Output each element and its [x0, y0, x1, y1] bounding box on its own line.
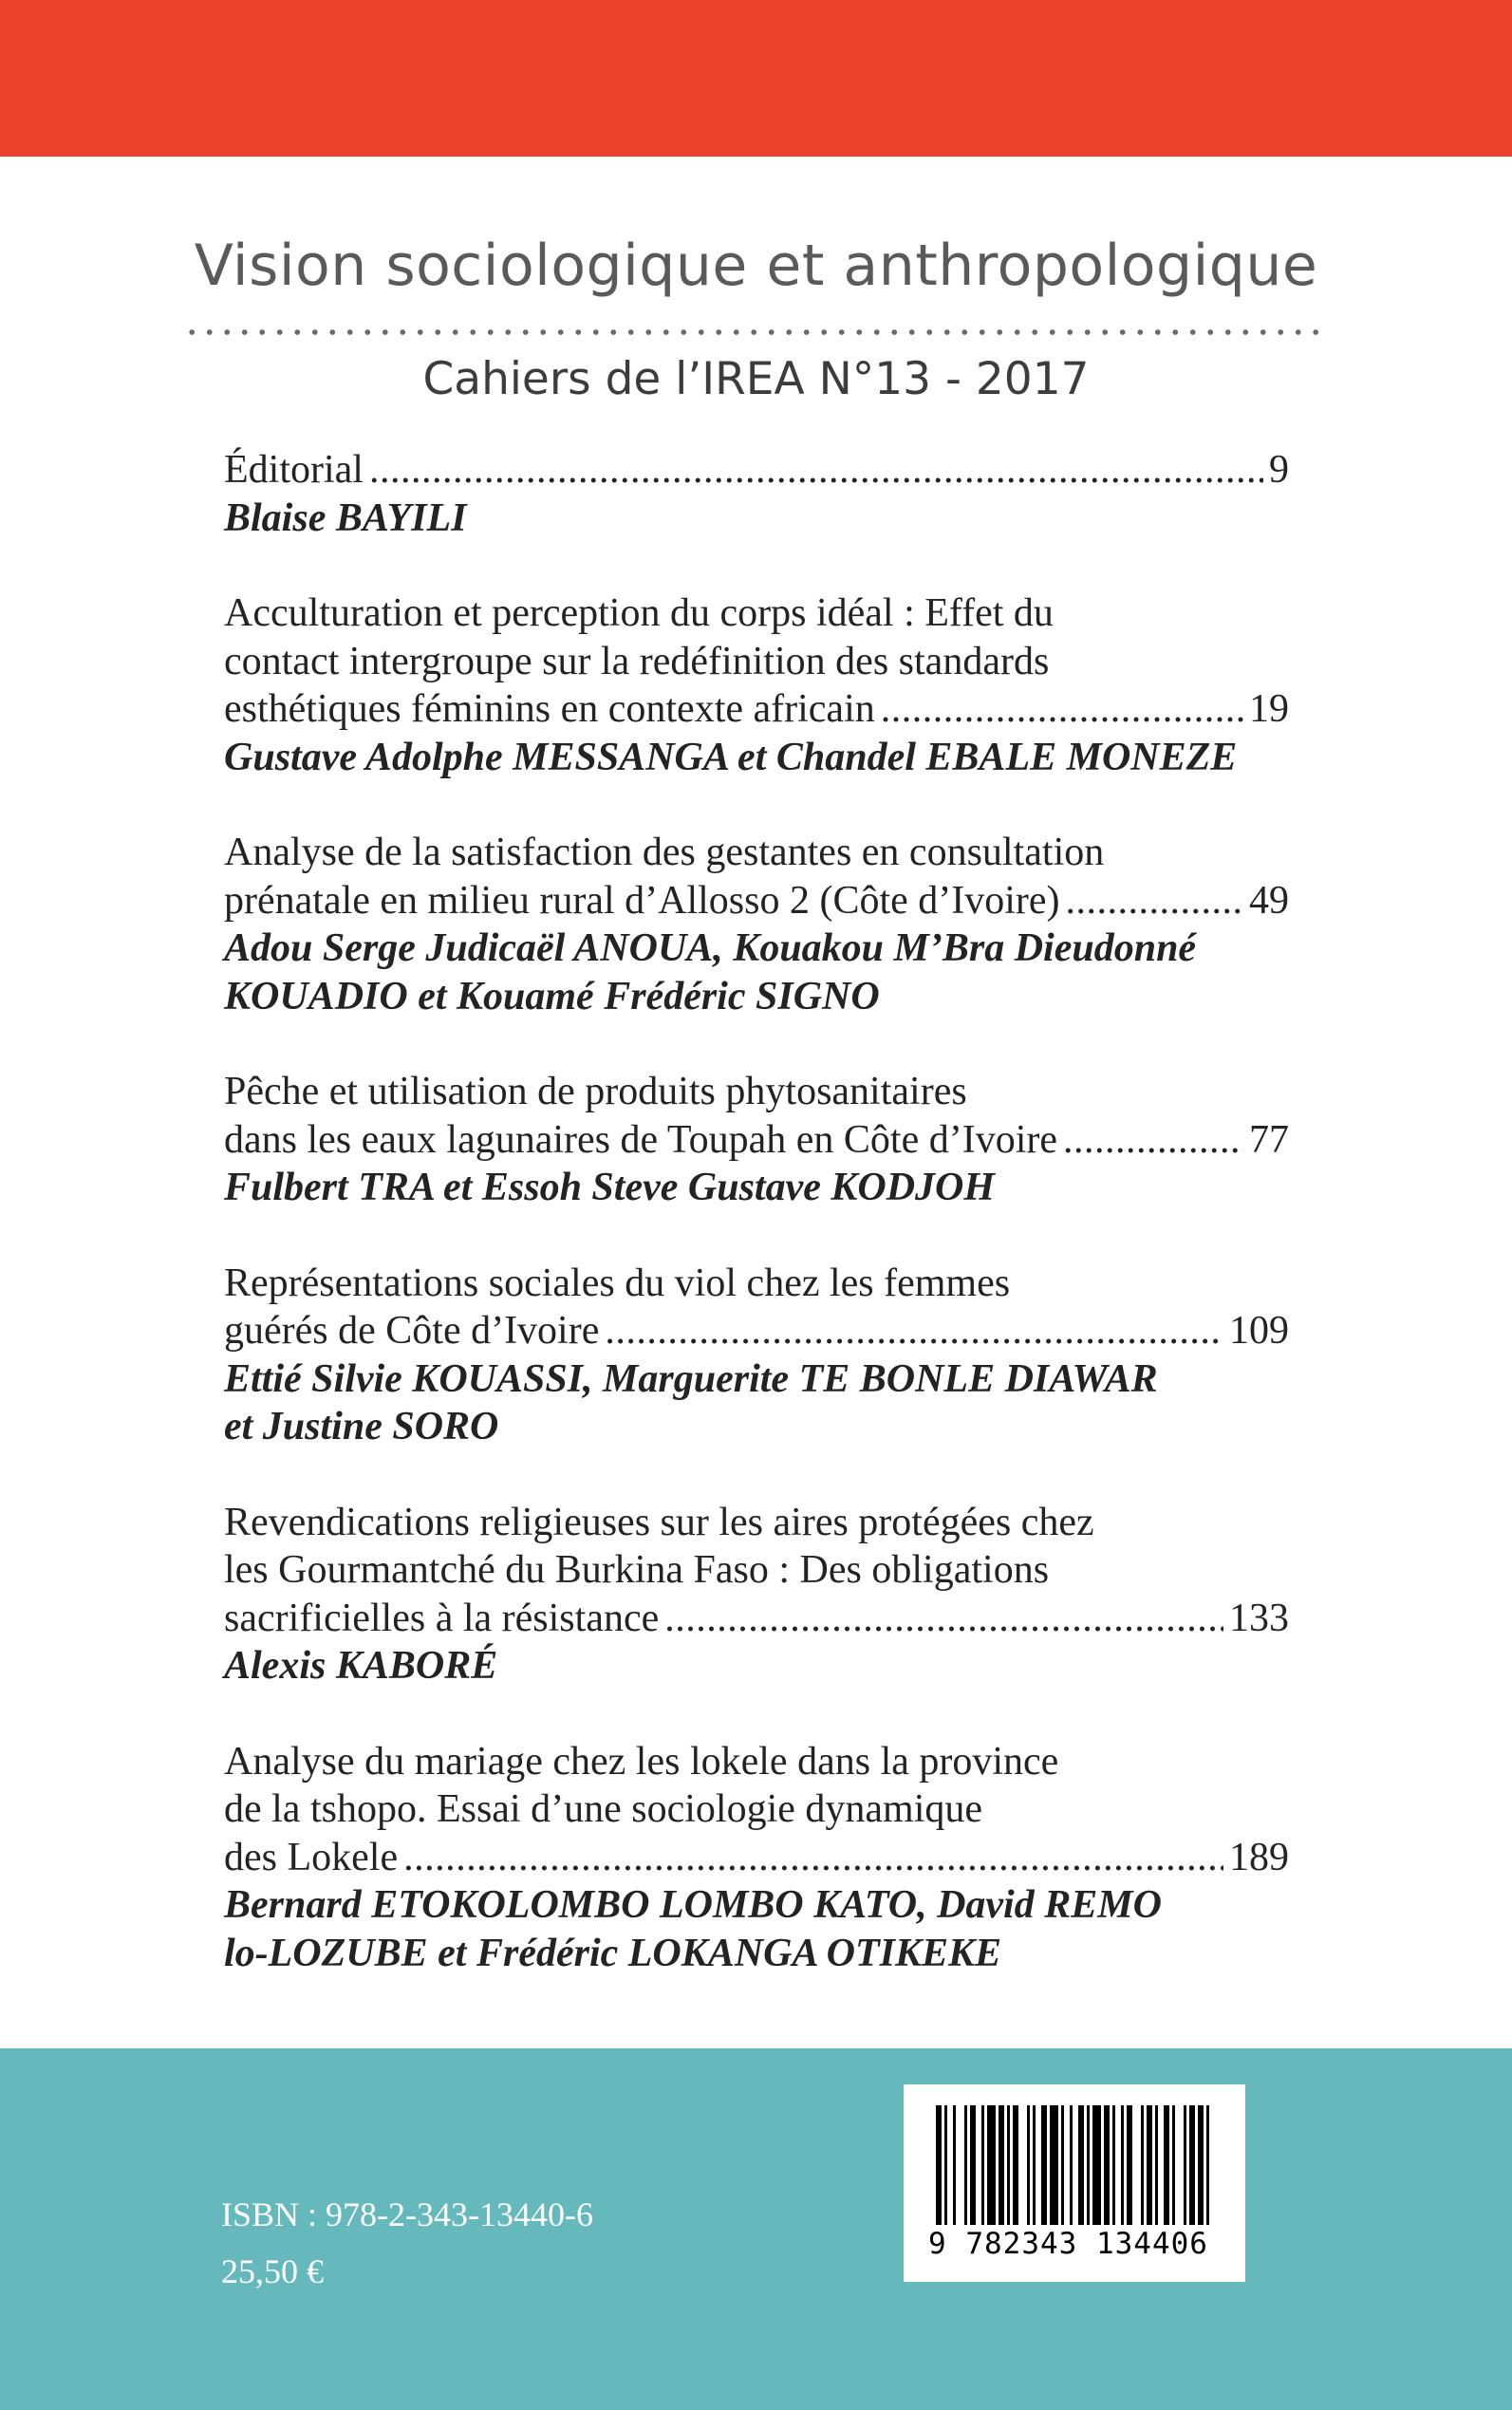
- toc-title-line: Éditorial ..... 9: [224, 446, 1289, 495]
- toc-title-line: prénatale en milieu rural d’Allosso 2 (Côte d’Ivoire) ..... 49: [224, 877, 1289, 925]
- toc-author: Bernard ETOKOLOMBO LOMBO KATO, David REMO: [224, 1883, 1162, 1927]
- barcode-bar: [1164, 2105, 1169, 2225]
- barcode-bar: [970, 2105, 976, 2225]
- toc-author: KOUADIO et Kouamé Frédéric SIGNO: [224, 974, 880, 1018]
- barcode-bar: [953, 2105, 956, 2225]
- barcode-bar: [1155, 2105, 1158, 2225]
- barcode-bar: [1104, 2105, 1110, 2225]
- toc-entry: [224, 1499, 1289, 1691]
- barcode-bar: [1127, 2105, 1132, 2225]
- barcode-bar: [1189, 2105, 1195, 2225]
- series-title: Vision sociologique et anthropologique: [194, 233, 1318, 299]
- toc-title-line: de la tshopo. Essai d’une sociologie dynamique: [224, 1787, 983, 1831]
- toc-author: Adou Serge Judicaël ANOUA, Kouakou M’Bra Dieudonné: [224, 926, 1197, 970]
- toc-author: Gustave Adolphe MESSANGA et Chandel EBALE MONEZE: [224, 735, 1238, 779]
- toc-title-line: Analyse de la satisfaction des gestantes en consultation: [224, 831, 1105, 874]
- toc-title-line: dans les eaux lagunaires de Toupah en Côte d’Ivoire ..... 77: [224, 1116, 1289, 1165]
- barcode-bar: [944, 2105, 947, 2225]
- barcode-bar: [1206, 2105, 1209, 2225]
- toc-title-line: Pêche et utilisation de produits phytosanitaires: [224, 1070, 967, 1113]
- barcode-bar: [1027, 2105, 1030, 2225]
- toc-author: Ettié Silvie KOUASSI, Marguerite TE BONLE DIAWAR: [224, 1356, 1158, 1401]
- toc-page-number: 19: [1249, 687, 1289, 731]
- issue-subtitle: Cahiers de l’IREA N°13 - 2017: [422, 353, 1090, 405]
- barcode-bar: [964, 2105, 967, 2225]
- toc-page-number: 49: [1249, 878, 1289, 923]
- toc-author: Alexis KABORÉ: [224, 1644, 498, 1688]
- price-text: 25,50 €: [221, 2252, 324, 2290]
- barcode-bar: [1050, 2105, 1058, 2225]
- barcode: [904, 2084, 1245, 2282]
- barcode-bar: [1033, 2105, 1036, 2225]
- toc-entry: [224, 589, 1289, 781]
- barcode-bar: [1172, 2105, 1175, 2225]
- top-color-band: [0, 0, 1512, 157]
- barcode-bar: [1041, 2105, 1047, 2225]
- barcode-bar: [1141, 2105, 1144, 2225]
- toc-title-line: sacrificielles à la résistance ..... 133: [224, 1595, 1289, 1643]
- toc-author: lo-LOZUBE et Frédéric LOKANGA OTIKEKE: [224, 1931, 1002, 1975]
- toc-author: Fulbert TRA et Essoh Steve Gustave KODJOH: [224, 1166, 996, 1209]
- toc-title-line: Analyse du mariage chez les lokele dans la province: [224, 1739, 1059, 1784]
- barcode-bar: [1198, 2105, 1204, 2225]
- barcode-bar: [987, 2105, 996, 2225]
- toc-title-line: Représentations sociales du viol chez les femmes: [224, 1261, 1011, 1305]
- toc-page-number: 77: [1249, 1117, 1289, 1162]
- toc-page-number: 189: [1229, 1835, 1289, 1879]
- toc-author: et Justine SORO: [224, 1405, 499, 1448]
- toc-entry: [224, 829, 1289, 1020]
- barcode-bar: [1112, 2105, 1115, 2225]
- toc-title-line: Revendications religieuses sur les aires protégées chez: [224, 1500, 1094, 1544]
- toc-author: Blaise BAYILI: [224, 495, 467, 540]
- toc-title-line: les Gourmantché du Burkina Faso : Des obligations: [224, 1548, 1050, 1592]
- toc-page-number: 109: [1229, 1309, 1289, 1353]
- toc-entry: [224, 446, 1289, 542]
- barcode-bar: [1013, 2105, 1018, 2225]
- barcode-bar: [999, 2105, 1004, 2225]
- barcode-bar: [1184, 2105, 1186, 2225]
- toc-title-line: esthétiques féminins en contexte africain ..... 19: [224, 685, 1289, 734]
- toc-entry: [224, 1068, 1289, 1212]
- barcode-bar: [1078, 2105, 1084, 2225]
- toc-page-number: 9: [1269, 448, 1289, 492]
- barcode-digits: 9 782343 134406: [928, 2227, 1208, 2261]
- barcode-bar: [1070, 2105, 1073, 2225]
- toc-page-number: 133: [1229, 1596, 1289, 1640]
- toc-title-line: des Lokele ..... 189: [224, 1834, 1289, 1882]
- toc-title-line: Acculturation et perception du corps idéal : Effet du: [224, 591, 1054, 635]
- barcode-bar: [936, 2105, 942, 2225]
- barcode-bar: [1087, 2105, 1090, 2225]
- toc-entry: [224, 1738, 1289, 1978]
- toc-title-line: guérés de Côte d’Ivoire ..... 109: [224, 1307, 1289, 1355]
- toc-title-line: contact intergroupe sur la redéfinition des standards: [224, 639, 1050, 683]
- barcode-bar: [1092, 2105, 1101, 2225]
- barcode-bar: [1147, 2105, 1152, 2225]
- barcode-bar: [1007, 2105, 1010, 2225]
- barcode-bar: [1121, 2105, 1124, 2225]
- dotted-divider: [183, 328, 1327, 336]
- barcode-bar: [1061, 2105, 1064, 2225]
- toc-entry: [224, 1260, 1289, 1451]
- isbn-text: ISBN : 978-2-343-13440-6: [221, 2195, 593, 2233]
- barcode-bar: [981, 2105, 984, 2225]
- table-of-contents: [224, 446, 1289, 1977]
